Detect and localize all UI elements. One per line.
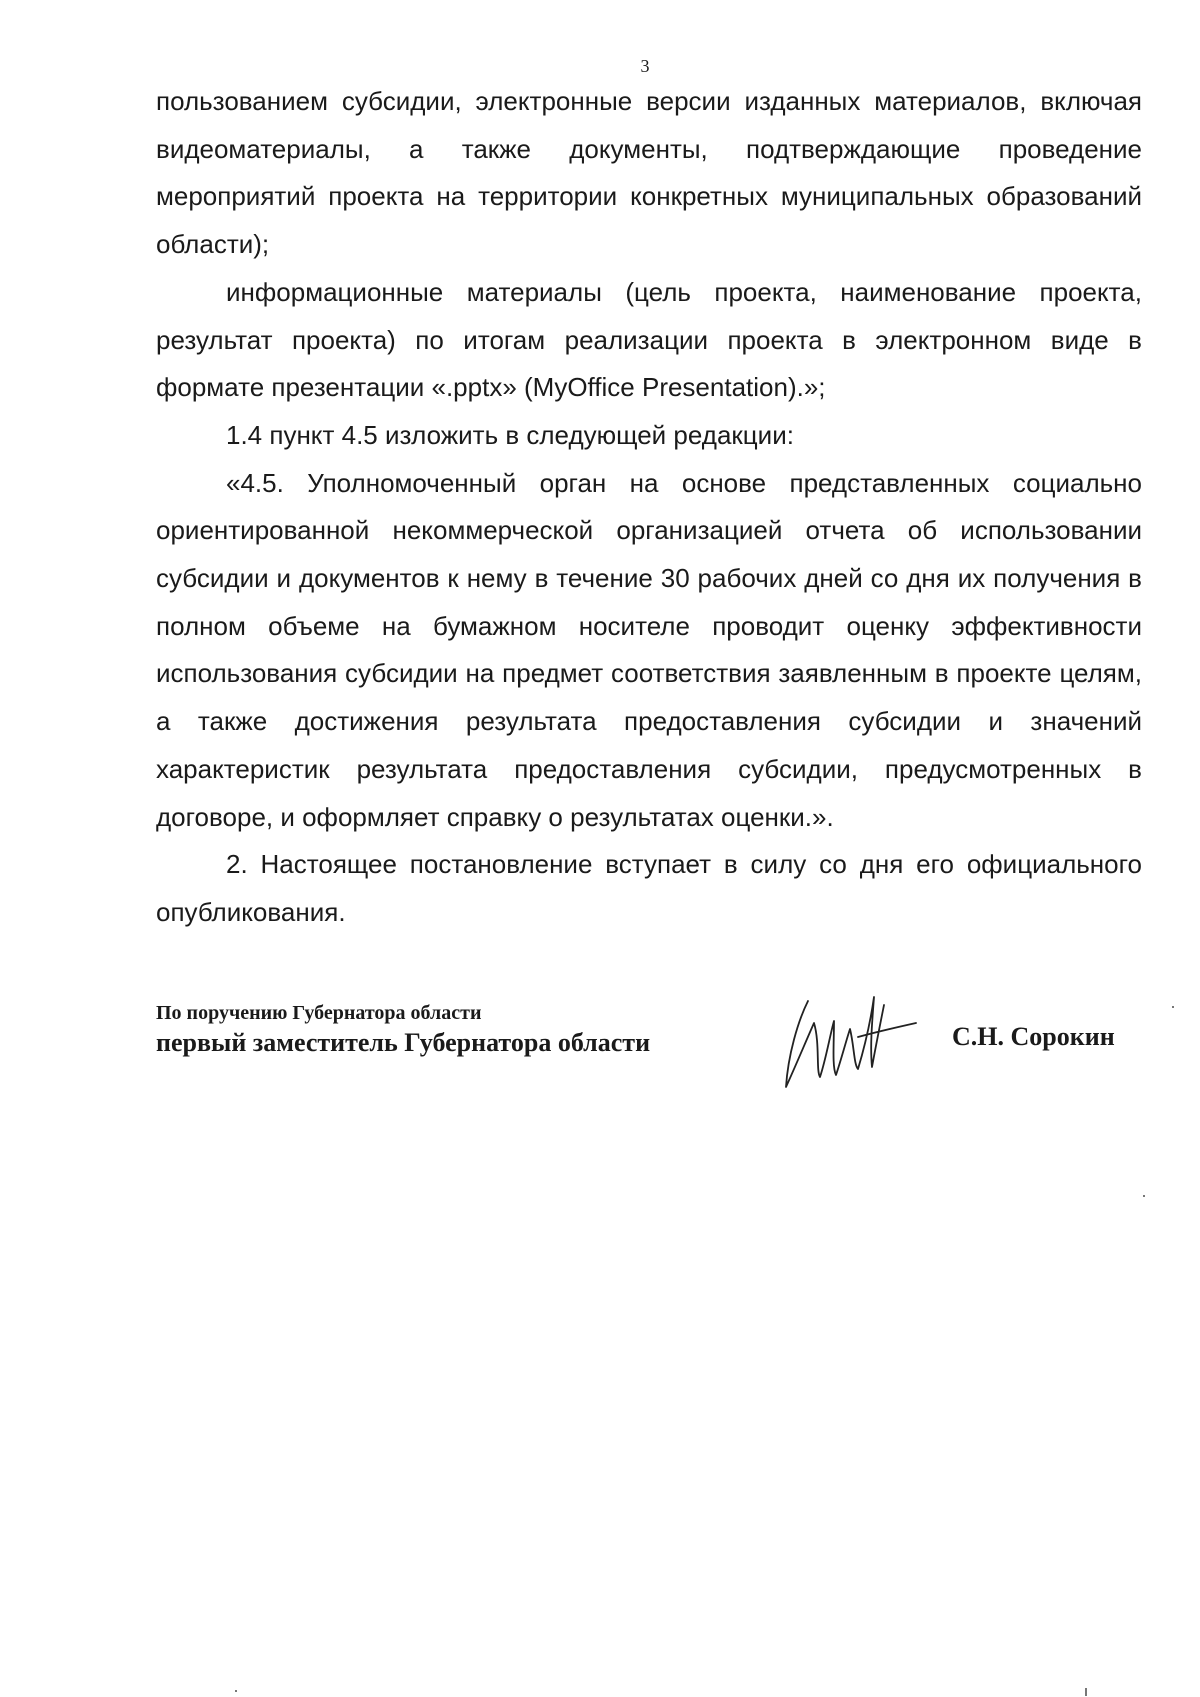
scan-speck <box>235 1690 237 1692</box>
signatory-title <box>156 1000 650 1060</box>
paragraph-info-materials: информационные материалы (цель проекта, наименование проекта, результат проекта) по итогам реализации проекта в электронном виде в формате презентации «.pptx» (MyOffice Presentation).»; <box>156 276 1142 403</box>
signer-name: С.Н. Сорокин <box>952 1022 1115 1051</box>
document-body <box>156 78 1142 937</box>
signatory-position-line: первый заместитель Губернатора области <box>156 1028 651 1057</box>
signatory-authority-line: По поручению Губернатора области <box>156 1002 482 1024</box>
scan-speck <box>1143 1195 1145 1197</box>
handwritten-signature <box>770 985 920 1095</box>
page-number: 3 <box>640 56 650 76</box>
scan-speck <box>1085 1688 1087 1696</box>
scan-speck <box>1172 1006 1174 1008</box>
paragraph-amendment-intro: 1.4 пункт 4.5 изложить в следующей редакции: <box>226 419 794 450</box>
paragraph-continuation: пользованием субсидии, электронные версии изданных материалов, включая видеоматериалы, а также документы, подтверждающие проведение мероприятий проекта на территории конкретных муниципальных образований области); <box>156 86 1142 260</box>
paragraph-effective-date: 2. Настоящее постановление вступает в силу со дня его официального опубликования. <box>156 849 1142 927</box>
paragraph-clause-4-5: «4.5. Уполномоченный орган на основе представленных социально ориентированной некоммерческой организацией отчета об использовании субсидии и документов к нему в течение 30 рабочих дней со дня их получения в полном объеме на бумажном носителе проводит оценку эффективности использования субсидии на предмет соответствия заявленным в проекте целям, а также достижения результата предоставления субсидии и значений характеристик результата предоставления субсидии, предусмотренных в договоре, и оформляет справку о результатах оценки.». <box>156 467 1142 832</box>
